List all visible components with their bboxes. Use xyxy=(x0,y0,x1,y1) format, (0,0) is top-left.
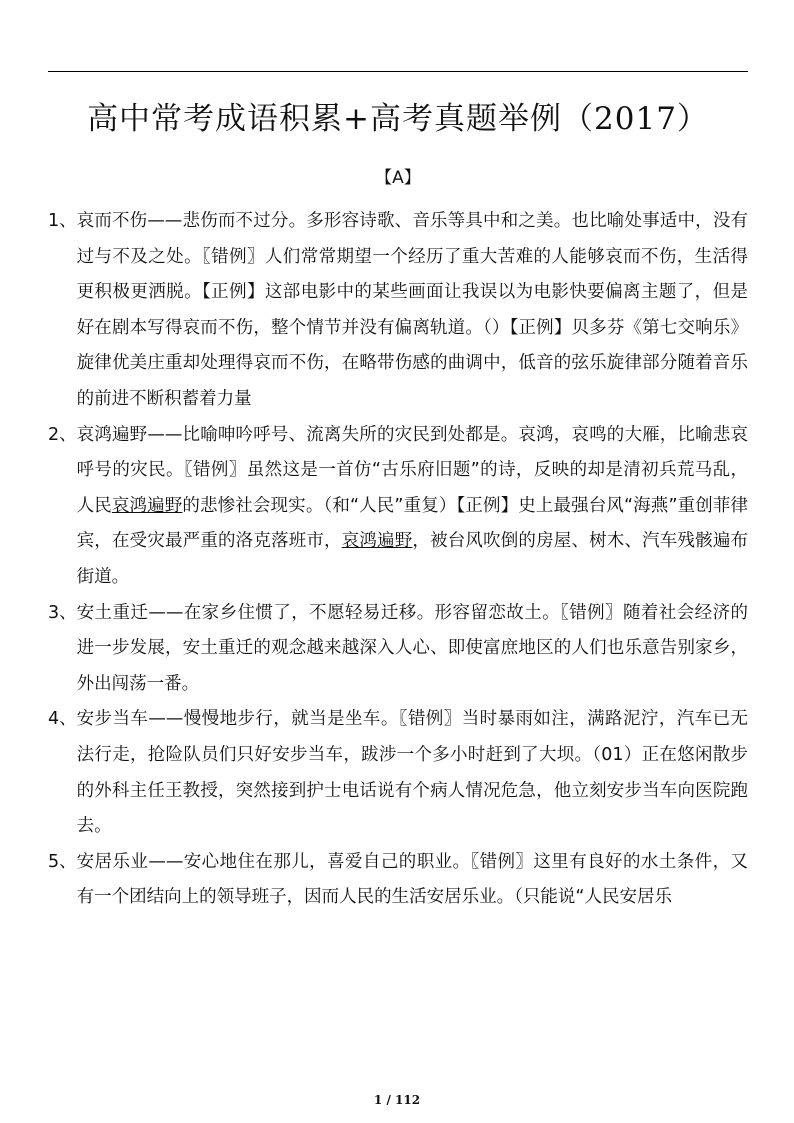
entry-number: 3、 xyxy=(48,602,77,623)
underlined-idiom: 哀鸿遍野 xyxy=(111,495,183,516)
underlined-idiom: 哀鸿遍野 xyxy=(341,531,413,552)
entry-text: 哀而不伤——悲伤而不过分。多形容诗歌、音乐等具中和之美。也比喻处事适中，没有过与不及之处。〖错例〗人们常常期望一个经历了重大苦难的人能够哀而不伤，生活得更积极更洒脱。【正例】这部电影中的某些画面让我误以为电影快要偏离主题了，但是好在剧本写得哀而不伤，整个情节并没有偏离轨道。（）【正例】贝多芬《第七交响乐》旋律优美庄重却处理得哀而不伤，在略带伤感的曲调中，低音的弦乐旋律部分随着音乐的前进不断积蓄着力量 xyxy=(76,211,748,409)
list-item xyxy=(48,418,748,596)
entry-text: 安步当车——慢慢地步行，就当是坐车。〖错例〗当时暴雨如注，满路泥泞，汽车已无法行走，抢险队员们只好安步当车，跋涉一个多小时赶到了大坝。（01）正在悠闲散步的外科主任王教授，突然接到护士电话说有个病人情况危急，他立刻安步当车向医院跑去。 xyxy=(76,709,748,837)
page-number: 1 / 112 xyxy=(373,1093,421,1107)
entry-number: 1、 xyxy=(48,211,77,231)
list-item xyxy=(48,596,748,703)
section-heading: 【A】 xyxy=(375,168,421,188)
entry-text-segment: 的悲惨社会现实。（和“人民”重复）【正例】史上最强台风“海燕”重创菲律宾，在受灾最严重的洛克落班市， xyxy=(76,495,749,552)
entry-list xyxy=(48,204,748,916)
entry-text-segment: ，被台风吹倒的房屋、树木、汽车残骸遍布街道。 xyxy=(76,531,748,587)
entry-text: 安居乐业——安心地住在那儿，喜爱自己的职业。〖错例〗这里有良好的水土条件，又有一个团结向上的领导班子，因而人民的生活安居乐业。（只能说“人民安居乐 xyxy=(76,851,748,908)
entry-text: 安土重迁——在家乡住惯了，不愿轻易迁移。形容留恋故土。〖错例〗随着社会经济的进一步发展，安土重迁的观念越来越深入人心、即使富庶地区的人们也乐意告别家乡，外出闯荡一番。 xyxy=(76,602,748,694)
entry-number: 5、 xyxy=(48,851,77,872)
header-rule xyxy=(48,71,748,72)
list-item xyxy=(48,204,748,418)
entry-text-segment: 哀鸿遍野——比喻呻吟呼号、流离失所的灾民到处都是。哀鸿，哀鸣的大雁，比喻悲哀呼号的灾民。〖错例〗虽然这是一首仿“古乐府旧题”的诗，反映的却是清初兵荒马乱，人民 xyxy=(76,424,748,516)
entry-number: 2、 xyxy=(48,424,77,445)
entry-text xyxy=(77,418,748,596)
list-item xyxy=(48,845,748,916)
entry-number: 4、 xyxy=(48,709,77,730)
document-title: 高中常考成语积累+高考真题举例（2017） xyxy=(87,100,709,137)
list-item xyxy=(48,702,748,844)
